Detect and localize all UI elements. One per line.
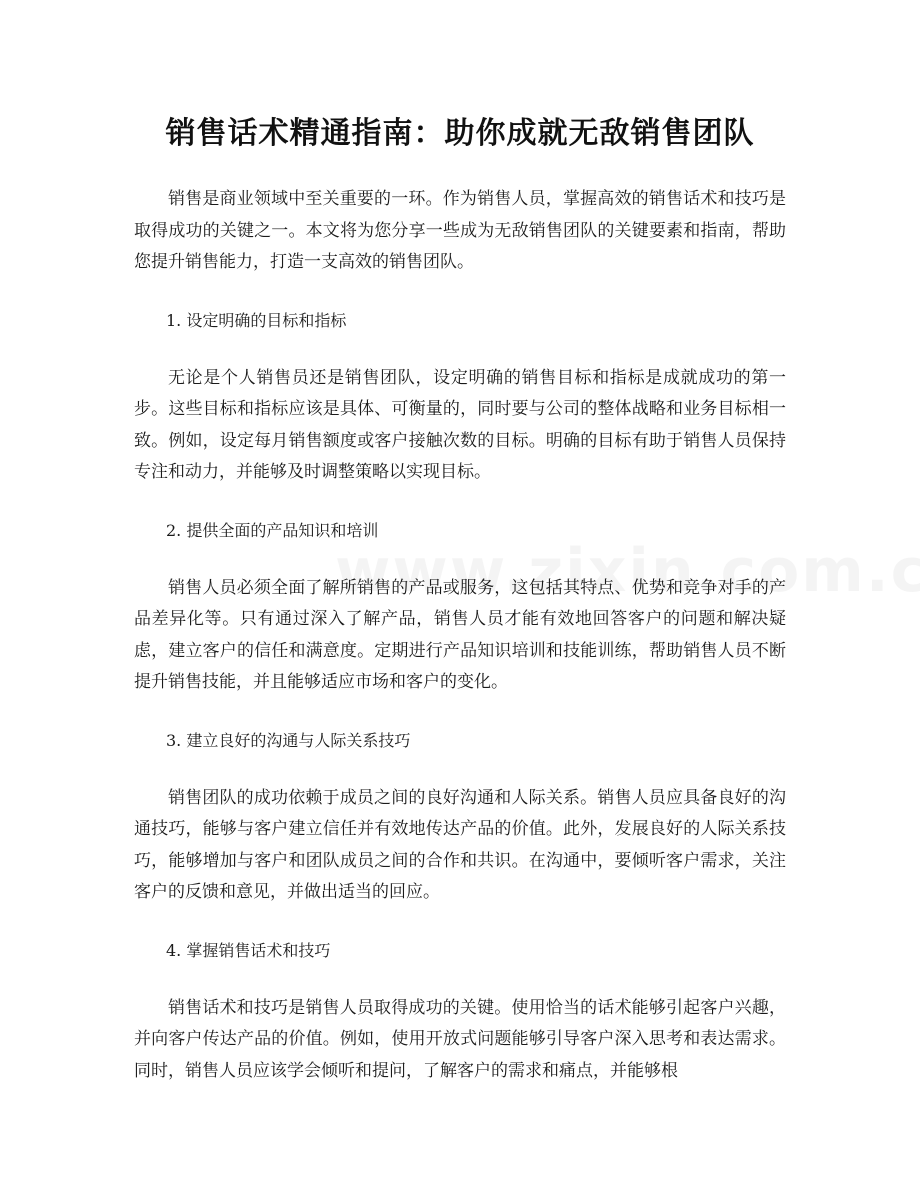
section-heading: 1. 设定明确的目标和指标 (166, 310, 347, 330)
section-paragraph: 销售团队的成功依赖于成员之间的良好沟通和人际关系。销售人员应具备良好的沟通技巧，能够与客户建立信任并有效地传达产品的价值。此外，发展良好的人际关系技巧，能够增加与客户和团队成员之间的合作和共识。在沟通中，要倾听客户需求，关注客户的反馈和意见，并做出适当的回应。 (134, 787, 786, 902)
section-paragraph: 销售人员必须全面了解所销售的产品或服务，这包括其特点、优势和竞争对手的产品差异化等。只有通过深入了解产品，销售人员才能有效地回答客户的问题和解决疑虑，建立客户的信任和满意度。定期进行产品知识培训和技能训练，帮助销售人员不断提升销售技能，并且能够适应市场和客户的变化。 (134, 577, 786, 692)
section-heading: 2. 提供全面的产品知识和培训 (166, 520, 379, 540)
section-heading: 4. 掌握销售话术和技巧 (166, 940, 331, 960)
document-body (134, 184, 786, 1115)
intro-paragraph: 销售是商业领域中至关重要的一环。作为销售人员，掌握高效的销售话术和技巧是取得成功的关键之一。本文将为您分享一些成为无敌销售团队的关键要素和指南，帮助您提升销售能力，打造一支高效的销售团队。 (134, 189, 786, 272)
section-heading: 3. 建立良好的沟通与人际关系技巧 (166, 730, 411, 750)
section-paragraph: 无论是个人销售员还是销售团队，设定明确的销售目标和指标是成就成功的第一步。这些目标和指标应该是具体、可衡量的，同时要与公司的整体战略和业务目标相一致。例如，设定每月销售额度或客户接触次数的目标。明确的目标有助于销售人员保持专注和动力，并能够及时调整策略以实现目标。 (134, 367, 786, 482)
section-paragraph: 销售话术和技巧是销售人员取得成功的关键。使用恰当的话术能够引起客户兴趣，并向客户传达产品的价值。例如，使用开放式问题能够引导客户深入思考和表达需求。同时，销售人员应该学会倾听和提问，了解客户的需求和痛点，并能够根 (134, 997, 786, 1081)
document-title: 销售话术精通指南：助你成就无敌销售团队 (165, 116, 755, 151)
